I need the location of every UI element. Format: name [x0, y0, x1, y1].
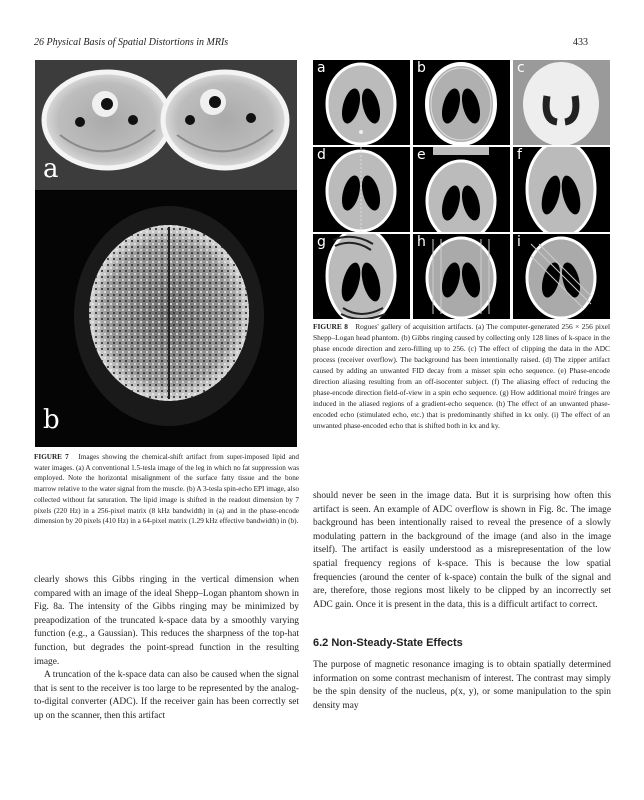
running-header: 26 Physical Basis of Spatial Distortions in MRIs	[34, 37, 229, 48]
panel-label: b	[417, 60, 426, 76]
body-column-right	[313, 490, 611, 612]
figure-7-panel-b	[35, 191, 297, 447]
panel-label-a: a	[43, 154, 59, 184]
brain-epi-image	[35, 191, 297, 447]
figure-8-caption-label: FIGURE 8	[313, 322, 348, 331]
panel-label: f	[517, 147, 522, 163]
figure-8-panel-i	[513, 234, 610, 319]
figure-7	[35, 60, 297, 447]
panel-label: c	[517, 60, 525, 76]
panel-label: d	[317, 147, 326, 163]
figure-8-panel-c	[513, 60, 610, 145]
body-paragraph: should never be seen in the image data. But it is surprising how often this artifact is seen. An example of ADC overflow is shown in Fig. 8c. The image background has been intentionally raised to reveal the presence of a slowly modulating pattern in the background of the image (and also in the image itself). The artifact is easily understood as a misrepresentation of the low spatial frequency regions of k-space. This is because the low spatial frequencies (around the center of k-space) contain the bulk of the signal and are, therefore, those regions most likely to be clipped by an incorrectly set ADC gain. Once it is present in the data, this is a difficult artifact to correct.	[313, 491, 611, 610]
figure-8-caption	[313, 321, 610, 431]
panel-label: h	[417, 234, 426, 250]
figure-7-caption-label: FIGURE 7	[34, 453, 69, 461]
figure-7-caption	[34, 452, 299, 527]
body-paragraph: clearly shows this Gibbs ringing in the vertical dimension when compared with an image of the ideal Shepp–Logan phantom shown in Fig. 8a. The intensity of the Gibbs ringing may be minimized by preapodization of the truncated k-space data by a smoothly varying function (e.g., a Gaussian). This reduces the sharpness of the top-hat function, but degrades the point-spread function in the resulting image.	[34, 575, 299, 667]
body-paragraph: A truncation of the k-space data can also be caused when the signal that is sent to the receiver is too large to be represented by the analog-to-digital converter (ADC). If the receiver gain has been correctly set up on the scanner, then this artifact	[34, 670, 299, 721]
panel-label-b: b	[43, 405, 60, 435]
leg-mri-image	[35, 60, 297, 190]
figure-8-caption-text: Rogues' gallery of acquisition artifacts. (a) The computer-generated 256 × 256 pixel Shepp–Logan head phantom. (b) Gibbs ringing caused by collecting only 128 lines of k-space in the phase encode direction and zero-filling up to 256. (c) The effect of clipping the data in the ADC process (receiver overflow). The background has been intentionally raised. (d) The zipper artifact caused by adding an unwanted FID decay from a misset spin echo sequence. (e) Phase-encode direction aliasing resulting from an off-isocenter subject. (f) The aliasing effect of reducing the phase-encode direction field-of-view in a spin echo sequence. (g) How additional moiré fringes are induced in the aliased regions of a gradient-echo sequence. (h) The effect of an unwanted phase-encoded echo (stimulated echo, etc.) that is predominantly shifted in kx only. (i) The effect of an unwanted phase-encoded echo that is shifted both in kx and ky.	[313, 322, 611, 430]
body-column-right-lower	[313, 659, 611, 713]
figure-8-panel-a	[313, 60, 410, 145]
figure-8	[313, 60, 611, 318]
figure-8-panel-g	[313, 234, 410, 319]
figure-8-panel-f	[513, 147, 610, 232]
figure-8-panel-e	[413, 147, 510, 232]
figure-8-panel-b	[413, 60, 510, 145]
figure-8-panel-h	[413, 234, 510, 319]
section-heading: 6.2 Non-Steady-State Effects	[313, 637, 463, 649]
figure-8-panel-d	[313, 147, 410, 232]
panel-label: e	[417, 147, 426, 163]
page-number: 433	[573, 37, 588, 48]
figure-7-panel-a	[35, 60, 297, 190]
panel-label: i	[517, 234, 521, 250]
figure-7-caption-text: Images showing the chemical-shift artifact from super-imposed lipid and water images. (a) A conventional 1.5-tesla image of the leg in which no fat suppression was employed. Note the horizontal misalignment of the surface fatty tissue and the bone marrow relative to the water signal from the muscle. (b) A 3-tesla spin-echo EPI image, also collected without fat saturation. The lipid image is shifted in the readout dimension by 7 pixels (220 Hz) in a 256-pixel matrix (8 kHz bandwidth) in (a) and in the phase-encode dimension by 20 pixels (410 Hz) in a 64-pixel matrix (1.29 kHz effective bandwidth) in (b).	[34, 453, 299, 526]
body-paragraph: The purpose of magnetic resonance imaging is to obtain spatially determined information on some contrast mechanism of interest. The contrast may simply be the spin density of the nucleus, ρ(x, y), or some manipulation to the spin density may	[313, 660, 611, 711]
body-column-left	[34, 574, 299, 724]
panel-label: g	[317, 234, 326, 250]
panel-label: a	[317, 60, 326, 76]
